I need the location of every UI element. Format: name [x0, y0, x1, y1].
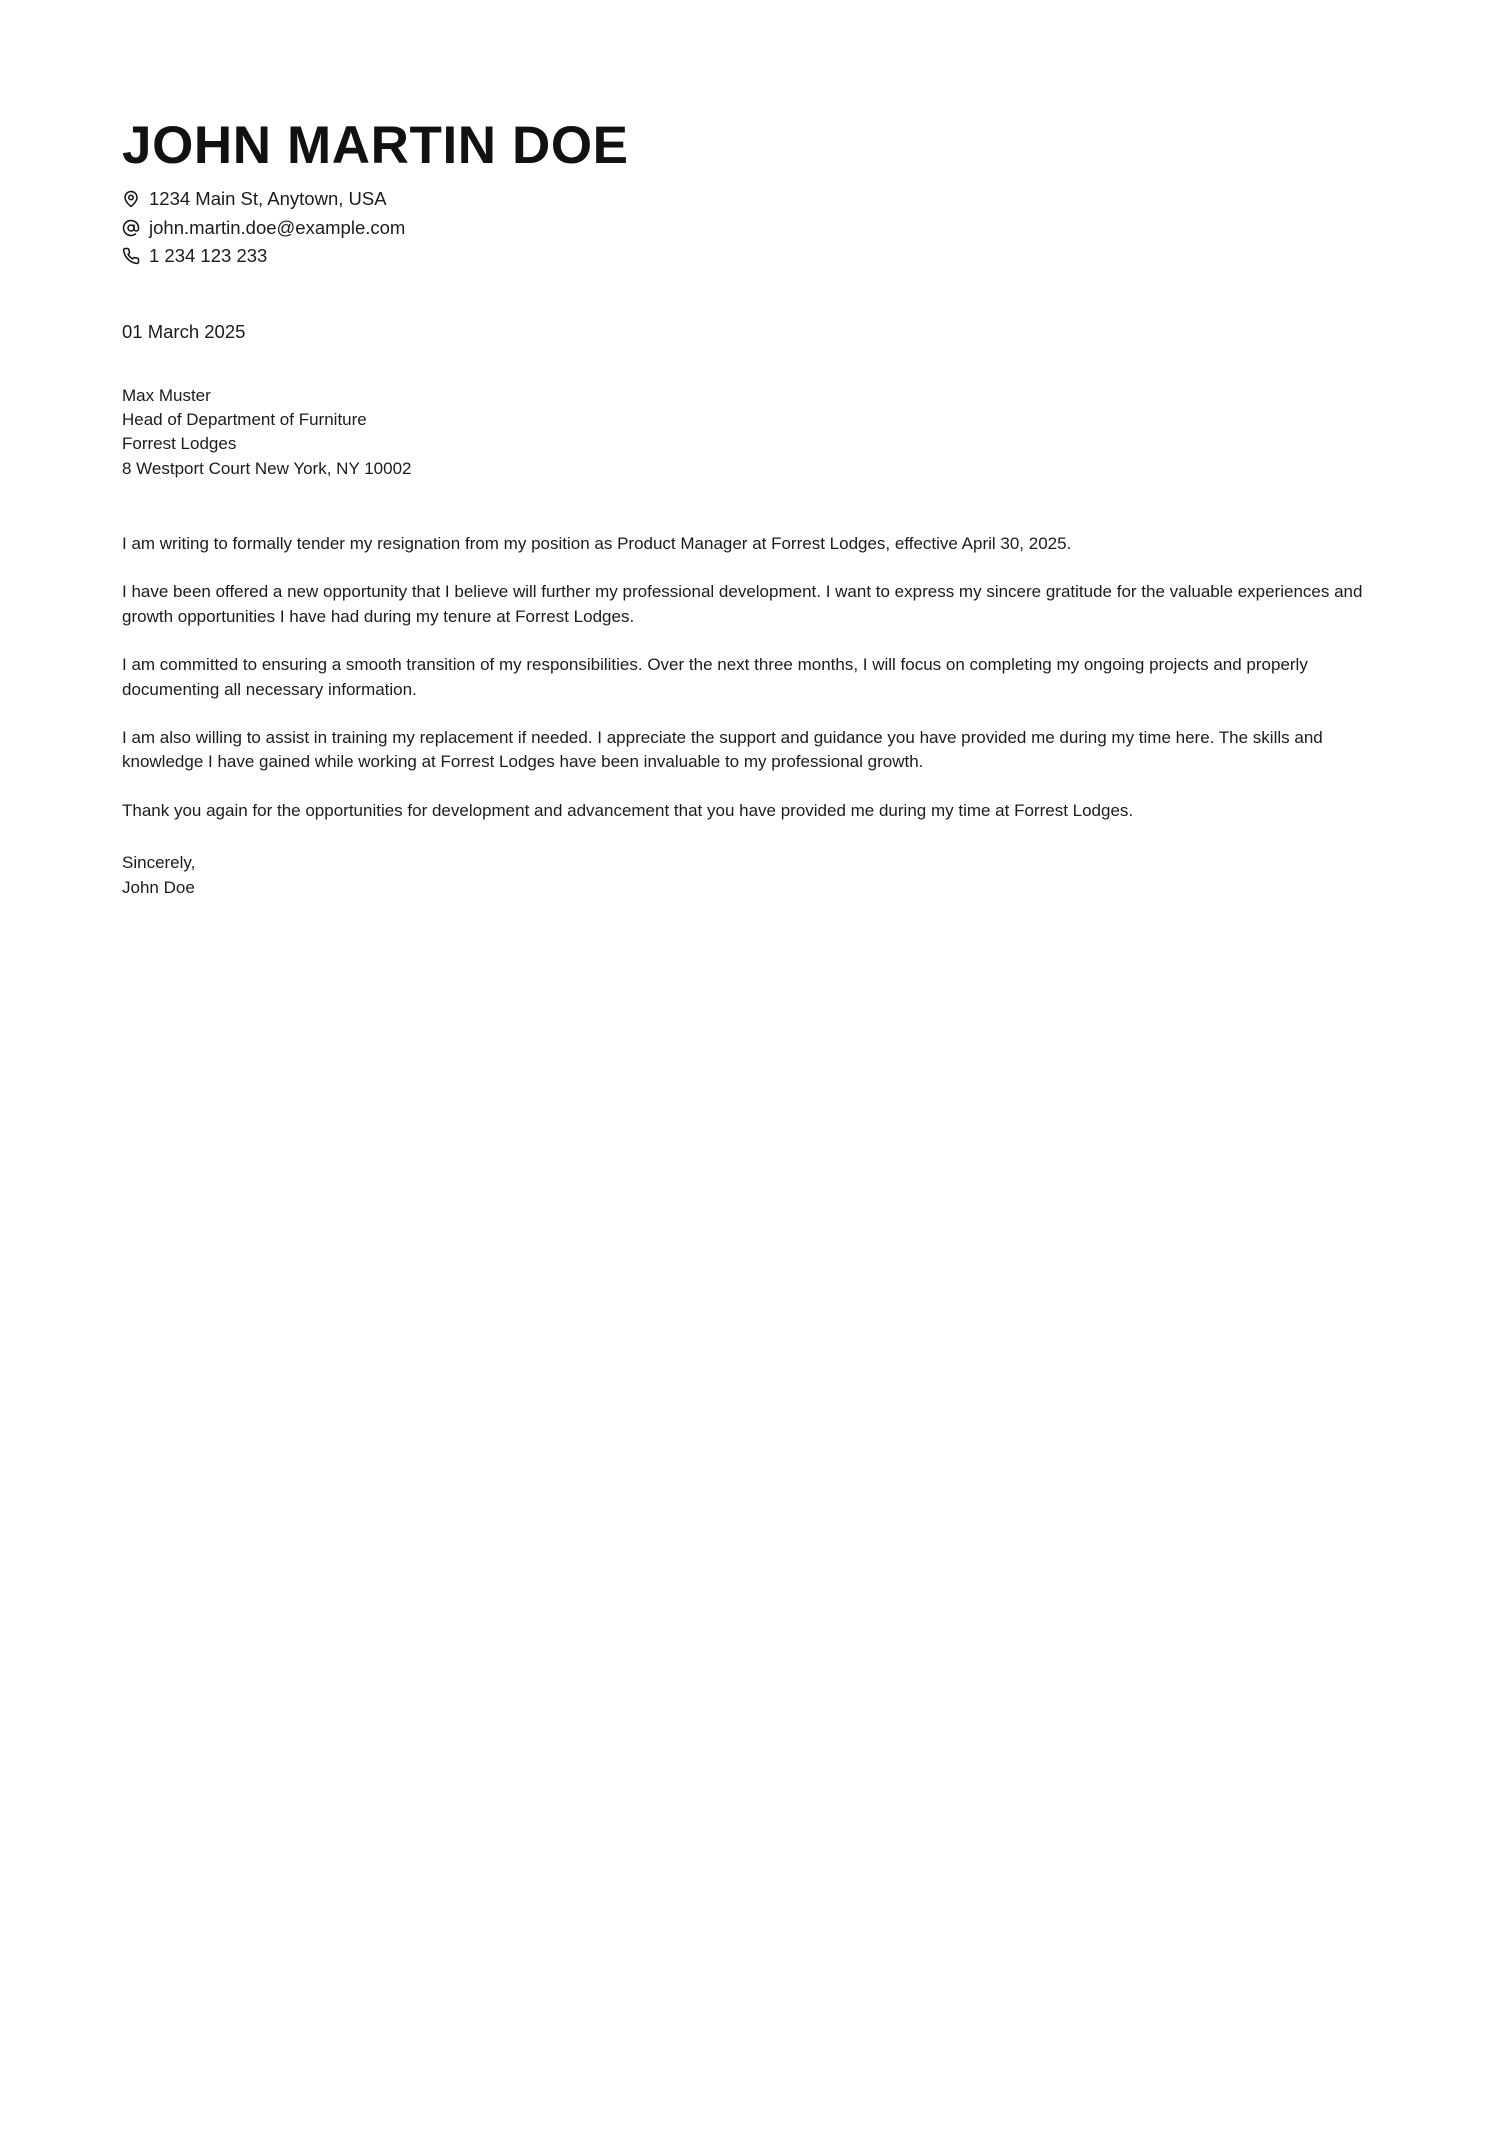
map-pin-icon: [122, 190, 140, 208]
contact-item-address: [122, 190, 1390, 209]
body-paragraph: I have been offered a new opportunity that I believe will further my professional development. I want to express my sincere gratitude for the valuable experiences and growth opportunities I have had during my tenure at Forrest Lodges.: [122, 582, 1363, 626]
signoff-name: John Doe: [122, 877, 195, 897]
contact-email-label: john.martin.doe@example.com: [149, 216, 406, 238]
body-paragraph: Thank you again for the opportunities for development and advancement that you have provided me during my time at Forrest Lodges.: [122, 800, 1134, 820]
contact-phone-label: 1 234 123 233: [149, 245, 268, 267]
phone-icon: [122, 247, 140, 265]
signoff-closing: Sincerely,: [122, 853, 196, 873]
letter-date: 01 March 2025: [122, 320, 246, 342]
recipient-block: [122, 384, 1390, 481]
at-sign-icon: [122, 219, 140, 237]
contact-address-label: 1234 Main St, Anytown, USA: [149, 188, 387, 210]
recipient-name: Max Muster: [122, 386, 211, 406]
recipient-company: Forrest Lodges: [122, 434, 237, 454]
letter-header: [122, 118, 1390, 266]
recipient-title: Head of Department of Furniture: [122, 410, 367, 430]
contact-list: [122, 190, 1390, 266]
contact-item-phone: [122, 247, 1390, 266]
page-title: JOHN MARTIN DOE: [122, 116, 629, 175]
body-paragraph: I am writing to formally tender my resignation from my position as Product Manager at Forrest Lodges, effective April 30, 2025.: [122, 533, 1072, 553]
body-paragraph: I am committed to ensuring a smooth transition of my responsibilities. Over the next three months, I will focus on completing my ongoing projects and properly documenting all necessary information.: [122, 655, 1308, 699]
contact-item-email: [122, 216, 1390, 238]
body-paragraph: I am also willing to assist in training my replacement if needed. I appreciate the support and guidance you have provided me during my time here. The skills and knowledge I have gained while working at Forrest Lodges have been invaluable to my professional growth.: [122, 728, 1323, 772]
recipient-address: 8 Westport Court New York, NY 10002: [122, 458, 412, 478]
letter-body: [122, 532, 1390, 900]
signoff-block: [122, 851, 1390, 899]
